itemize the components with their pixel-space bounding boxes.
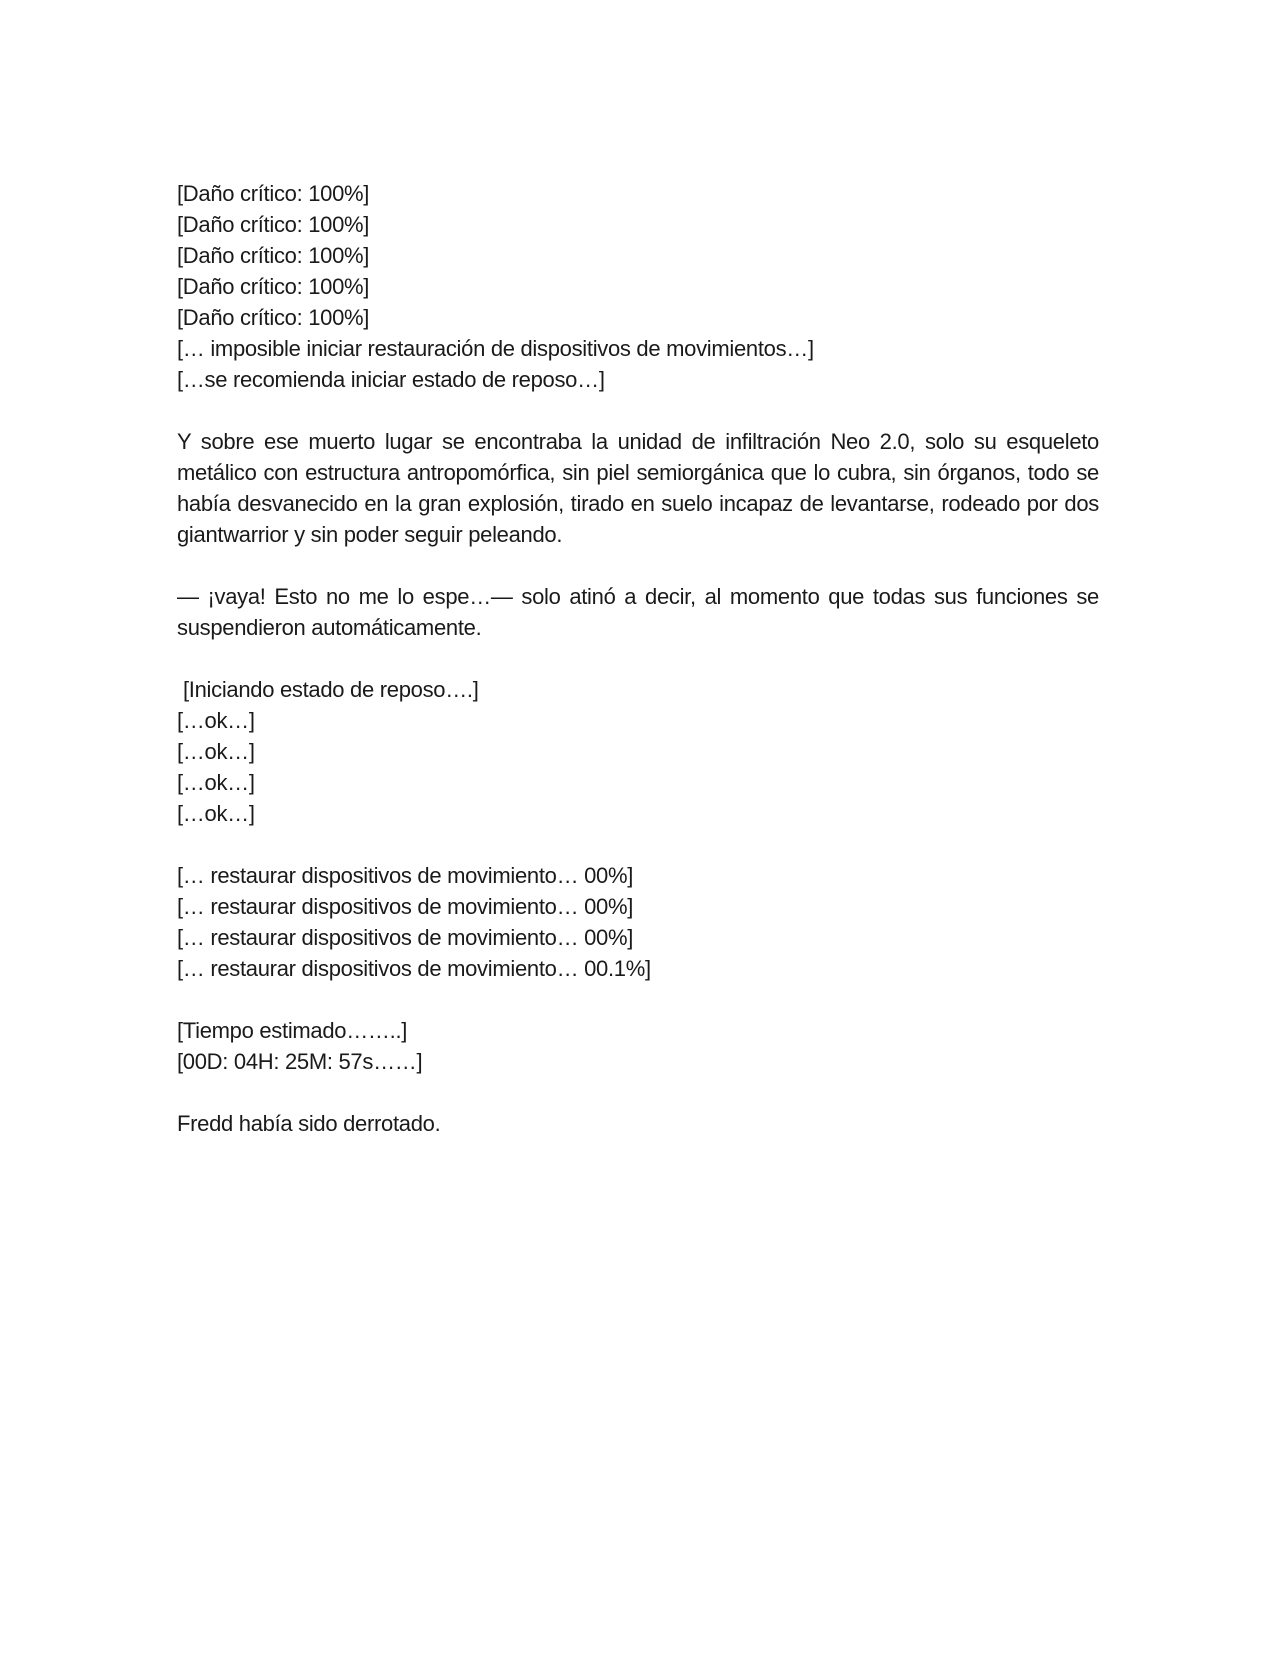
damage-log-line: [Daño crítico: 100%] xyxy=(177,274,370,299)
damage-log-line: [Daño crítico: 100%] xyxy=(177,243,370,268)
closing-line: Fredd había sido derrotado. xyxy=(177,1111,441,1136)
damage-log-line: [Daño crítico: 100%] xyxy=(177,212,370,237)
time-log-line: [00D: 04H: 25M: 57s……] xyxy=(177,1049,423,1074)
restore-log-line: [… restaurar dispositivos de movimiento… 00%] xyxy=(177,863,634,888)
restore-log-line: [… restaurar dispositivos de movimiento… 00%] xyxy=(177,894,634,919)
time-log xyxy=(177,1015,1099,1077)
dialogue-paragraph: — ¡vaya! Esto no me lo espe…— solo atinó a decir, al momento que todas sus funciones se suspendieron automáticamente. xyxy=(177,584,1099,640)
restore-log-line: [… restaurar dispositivos de movimiento… 00%] xyxy=(177,925,634,950)
rest-log-line: […ok…] xyxy=(177,739,255,764)
rest-log-line: […ok…] xyxy=(177,801,255,826)
damage-log-line: [… imposible iniciar restauración de dispositivos de movimientos…] xyxy=(177,336,814,361)
narrative-paragraph: Y sobre ese muerto lugar se encontraba la unidad de infiltración Neo 2.0, solo su esqueleto metálico con estructura antropomórfica, sin piel semiorgánica que lo cubra, sin órganos, todo se había desvanecido en la gran explosión, tirado en suelo incapaz de levantarse, rodeado por dos giantwarrior y sin poder seguir peleando. xyxy=(177,429,1099,547)
time-log-line: [Tiempo estimado……..] xyxy=(177,1018,408,1043)
rest-log-line: […ok…] xyxy=(177,770,255,795)
damage-log-line: [Daño crítico: 100%] xyxy=(177,305,370,330)
damage-log-line: […se recomienda iniciar estado de reposo…] xyxy=(177,367,605,392)
rest-log-line: […ok…] xyxy=(177,708,255,733)
rest-log xyxy=(177,674,1099,829)
restore-log-line: [… restaurar dispositivos de movimiento… 00.1%] xyxy=(177,956,651,981)
restore-log xyxy=(177,860,1099,984)
damage-log xyxy=(177,178,1099,395)
damage-log-line: [Daño crítico: 100%] xyxy=(177,181,370,206)
document-body xyxy=(177,178,1099,1170)
rest-log-line: [Iniciando estado de reposo….] xyxy=(183,677,479,702)
